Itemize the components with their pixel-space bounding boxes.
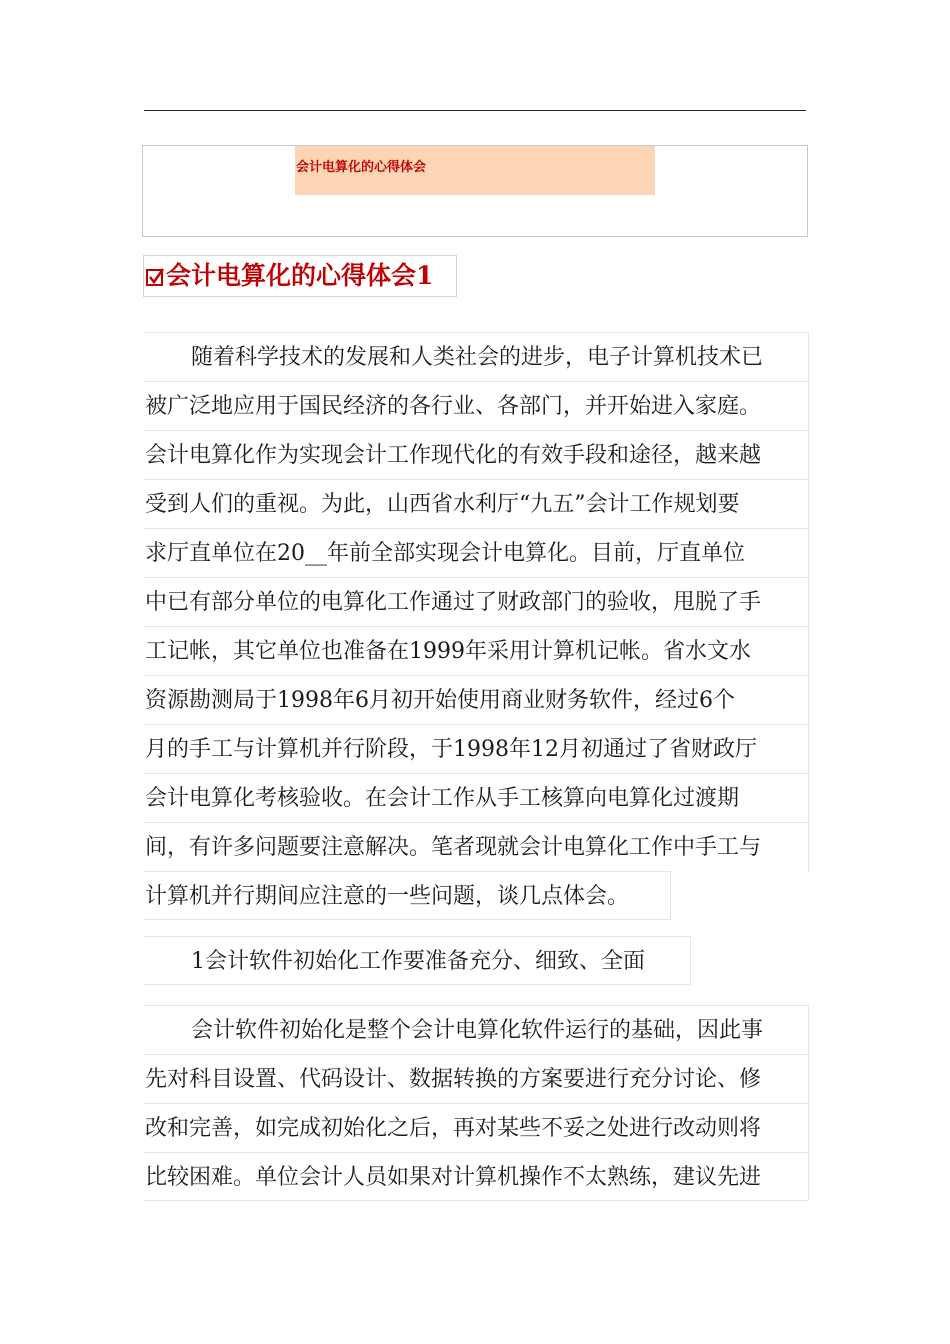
text-line: 工记帐，其它单位也准备在1999年采用计算机记帐。省水文水	[143, 626, 809, 675]
text-line: 会计电算化考核验收。在会计工作从手工核算向电算化过渡期	[143, 773, 809, 822]
text-line: 先对科目设置、代码设计、数据转换的方案要进行充分讨论、修	[143, 1054, 809, 1103]
text-line: 受到人们的重视。为此，山西省水利厅“九五”会计工作规划要	[143, 479, 809, 528]
text-line: 改和完善，如完成初始化之后，再对某些不妥之处进行改动则将	[143, 1103, 809, 1152]
text-line: 求厅直单位在20__年前全部实现会计电算化。目前，厅直单位	[143, 528, 809, 577]
text-line: 会计软件初始化是整个会计电算化软件运行的基础，因此事	[143, 1005, 809, 1054]
paragraph-section-1	[143, 1005, 809, 1201]
document-header	[142, 145, 808, 237]
text-line: 比较困难。单位会计人员如果对计算机操作不太熟练，建议先进	[143, 1152, 809, 1201]
section-title: 1会计软件初始化工作要准备充分、细致、全面	[143, 936, 691, 985]
section-heading-1	[143, 936, 809, 985]
heading-text: 会计电算化的心得体会1	[166, 261, 434, 290]
text-line: 资源勘测局于1998年6月初开始使用商业财务软件，经过6个	[143, 675, 809, 724]
text-line: 会计电算化作为实现会计工作现代化的有效手段和途径，越来越	[143, 430, 809, 479]
text-line: 中已有部分单位的电算化工作通过了财政部门的验收，甩脱了手	[143, 577, 809, 626]
text-line: 间，有许多问题要注意解决。笔者现就会计电算化工作中手工与	[143, 822, 809, 871]
header-title: 会计电算化的心得体会	[296, 160, 427, 175]
checkbox-checked-icon	[146, 267, 165, 286]
top-rule	[144, 110, 806, 111]
text-line: 计算机并行期间应注意的一些问题，谈几点体会。	[143, 871, 671, 920]
paragraph-intro	[143, 332, 809, 920]
text-line: 随着科学技术的发展和人类社会的进步，电子计算机技术已	[143, 332, 809, 381]
text-line: 月的手工与计算机并行阶段，于1998年12月初通过了省财政厅	[143, 724, 809, 773]
text-line: 被广泛地应用于国民经济的各行业、各部门，并开始进入家庭。	[143, 381, 809, 430]
article-heading	[143, 255, 457, 297]
